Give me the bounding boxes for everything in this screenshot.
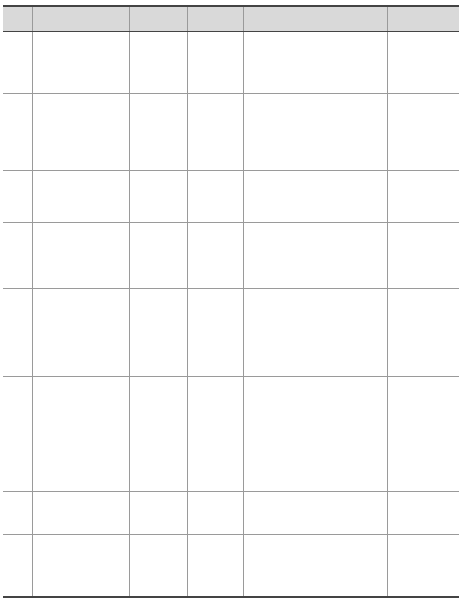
- header-row: [3, 6, 459, 32]
- row-number: [3, 223, 32, 289]
- header-number: [3, 6, 32, 32]
- row-number: [3, 492, 32, 535]
- program-name: [32, 171, 129, 223]
- table-row: [3, 171, 459, 223]
- program-name: [32, 492, 129, 535]
- row-number: [3, 289, 32, 377]
- venue: [129, 289, 187, 377]
- program-details: [243, 171, 387, 223]
- program-name: [32, 289, 129, 377]
- venue: [129, 492, 187, 535]
- program-details: [243, 32, 387, 94]
- table-row: [3, 535, 459, 597]
- program-details: [243, 289, 387, 377]
- date-time: [187, 32, 243, 94]
- header-program: [32, 6, 129, 32]
- contact-info: [387, 535, 459, 597]
- contact-info: [387, 32, 459, 94]
- header-contact: [387, 6, 459, 32]
- table-row: [3, 223, 459, 289]
- program-name: [32, 377, 129, 492]
- program-name: [32, 535, 129, 597]
- program-details: [243, 492, 387, 535]
- program-details: [243, 223, 387, 289]
- contact-info: [387, 171, 459, 223]
- venue: [129, 32, 187, 94]
- header-venue: [129, 6, 187, 32]
- contact-info: [387, 94, 459, 171]
- table-row: [3, 94, 459, 171]
- table-body: [3, 32, 459, 597]
- table-row: [3, 32, 459, 94]
- date-time: [187, 377, 243, 492]
- row-number: [3, 377, 32, 492]
- date-time: [187, 535, 243, 597]
- venue: [129, 535, 187, 597]
- program-details: [243, 94, 387, 171]
- venue: [129, 377, 187, 492]
- date-time: [187, 223, 243, 289]
- venue: [129, 223, 187, 289]
- contact-info: [387, 492, 459, 535]
- date-time: [187, 171, 243, 223]
- program-details: [243, 377, 387, 492]
- date-time: [187, 492, 243, 535]
- row-number: [3, 94, 32, 171]
- contact-info: [387, 377, 459, 492]
- row-number: [3, 171, 32, 223]
- date-time: [187, 94, 243, 171]
- row-number: [3, 32, 32, 94]
- contact-info: [387, 289, 459, 377]
- header-details: [243, 6, 387, 32]
- table-row: [3, 492, 459, 535]
- program-name: [32, 32, 129, 94]
- date-time: [187, 289, 243, 377]
- row-number: [3, 535, 32, 597]
- program-details: [243, 535, 387, 597]
- event-schedule-table: [3, 5, 459, 598]
- header-datetime: [187, 6, 243, 32]
- venue: [129, 94, 187, 171]
- program-name: [32, 223, 129, 289]
- table-row: [3, 377, 459, 492]
- table-row: [3, 289, 459, 377]
- table-header: [3, 6, 459, 32]
- program-name: [32, 94, 129, 171]
- venue: [129, 171, 187, 223]
- contact-info: [387, 223, 459, 289]
